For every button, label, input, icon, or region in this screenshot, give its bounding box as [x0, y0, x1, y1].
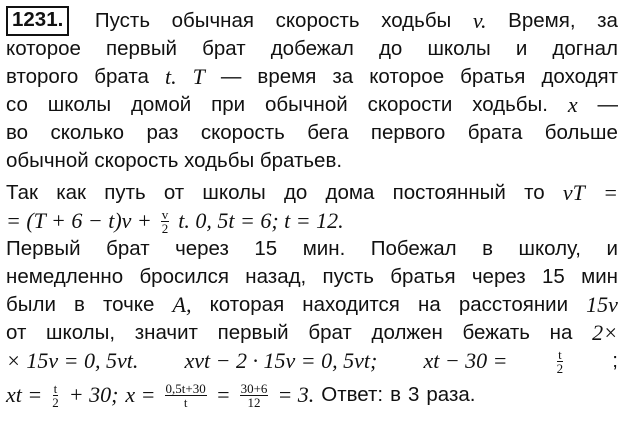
text-token: скорости	[367, 93, 453, 116]
text-line	[6, 290, 618, 320]
text-token: Пусть	[94, 9, 150, 32]
text-token: брат	[106, 237, 150, 260]
text-token: обычной скорость ходьбы братьев.	[6, 149, 343, 172]
text-line	[6, 6, 618, 36]
text-token: через	[471, 265, 526, 288]
text-token: xvt − 2 · 15v = 0, 5vt;	[184, 348, 378, 373]
text-token: v.	[472, 8, 487, 33]
text-token: =	[603, 180, 618, 205]
text-token: дома	[325, 181, 375, 204]
text-token: брат	[202, 37, 246, 60]
text-token: до	[378, 37, 403, 60]
text-token: и	[606, 237, 618, 260]
text-token: за	[597, 9, 618, 32]
text-line	[6, 34, 618, 64]
text-token: —	[597, 93, 618, 116]
text-token: точке	[103, 293, 155, 316]
text-token: брата	[94, 65, 149, 88]
text-token: в	[390, 383, 401, 406]
text-token: второго	[6, 65, 79, 88]
text-token: в	[74, 293, 85, 316]
text-token: как	[56, 181, 86, 204]
text-token: ходьбы	[381, 9, 452, 32]
text-token: обычной	[264, 93, 348, 116]
text-token: сколько	[50, 121, 125, 144]
text-token: добежал	[270, 37, 354, 60]
text-token: должен	[371, 321, 443, 344]
fraction: $\frac{t}{2}$	[52, 380, 59, 410]
text-token: 2×	[592, 320, 618, 345]
text-token: A,	[172, 292, 192, 317]
text-token: Так	[6, 181, 38, 204]
text-token: от	[6, 321, 27, 344]
text-token: Ответ:	[321, 383, 384, 406]
text-line	[6, 62, 618, 92]
text-token: во	[6, 121, 29, 144]
text-token: скорость	[275, 9, 360, 32]
text-token: доходят	[541, 65, 618, 88]
text-token: T	[192, 64, 205, 89]
text-token: бросился	[139, 265, 229, 288]
text-token: мин.	[302, 237, 346, 260]
text-token: пусть	[322, 265, 374, 288]
text-token: xt − 30 =	[423, 348, 508, 373]
text-token: братья	[460, 65, 526, 88]
text-token: путь	[104, 181, 146, 204]
text-token: и	[515, 37, 528, 60]
text-token: первого	[370, 121, 446, 144]
text-token: больше	[544, 121, 618, 144]
text-token: 15	[542, 265, 565, 288]
text-token: от	[163, 181, 185, 204]
text-token: Побежал	[370, 237, 457, 260]
text-line	[6, 206, 618, 236]
text-token: школы	[202, 181, 266, 204]
text-token: 3	[408, 383, 420, 406]
text-token: 15	[254, 237, 278, 260]
text-token: которое	[6, 37, 81, 60]
text-token: через	[175, 237, 229, 260]
text-token: бега	[307, 121, 349, 144]
text-token: раз	[146, 121, 179, 144]
text-token: которое	[369, 65, 445, 88]
text-token: находится	[302, 293, 400, 316]
text-token: были	[6, 293, 56, 316]
text-token: брат	[308, 321, 352, 344]
text-token: = (T + 6 − t)v +	[6, 208, 152, 233]
text-token: Первый	[6, 237, 81, 260]
text-token: Время,	[508, 9, 576, 32]
text-line	[6, 262, 618, 292]
text-token: на	[418, 293, 441, 316]
text-line	[6, 346, 618, 376]
text-line	[6, 380, 618, 410]
text-token: —	[220, 65, 242, 88]
text-token: при	[211, 93, 246, 116]
text-token: школы	[47, 93, 112, 116]
text-token: которая	[209, 293, 285, 316]
text-token: со	[6, 93, 28, 116]
text-token: братья	[390, 265, 456, 288]
text-token: назад,	[245, 265, 307, 288]
text-token: + 30;	[68, 382, 119, 407]
fraction: $\frac{0,5t+30}{t}$	[165, 380, 206, 410]
text-token: =	[215, 382, 231, 407]
text-token: до	[283, 181, 308, 204]
text-token: t. 0, 5t = 6; t = 12.	[178, 208, 344, 233]
text-line	[6, 118, 618, 148]
text-token: домой	[130, 93, 192, 116]
text-line	[6, 146, 618, 176]
text-token: vT	[562, 180, 585, 205]
text-line	[6, 90, 618, 120]
text-token: бежать	[462, 321, 530, 344]
text-token: ходьбы.	[472, 93, 548, 116]
text-token: расстоянии	[458, 293, 569, 316]
problem-number: 1231.	[6, 6, 69, 36]
text-token: скорость	[200, 121, 285, 144]
text-token: ;	[612, 349, 618, 372]
text-token: в	[482, 237, 494, 260]
text-token: то	[524, 181, 545, 204]
text-token: первый	[217, 321, 289, 344]
text-token: догнал	[552, 37, 618, 60]
text-token: xt =	[6, 382, 43, 407]
fraction: $\frac{30+6}{12}$	[240, 380, 268, 410]
text-token: × 15v = 0, 5vt.	[6, 348, 139, 373]
text-token: t.	[164, 64, 177, 89]
text-token: первый	[106, 37, 178, 60]
text-token: мин	[581, 265, 618, 288]
text-token: школы	[427, 37, 491, 60]
text-token: брата	[467, 121, 523, 144]
text-token: обычная	[171, 9, 254, 32]
text-token: значит	[134, 321, 198, 344]
fraction: $\frac{t}{2}$	[556, 346, 564, 376]
text-token: 15v	[586, 292, 618, 317]
text-token: школу,	[518, 237, 581, 260]
text-line	[6, 178, 618, 208]
text-token: x	[567, 92, 578, 117]
text-token: x =	[125, 382, 156, 407]
text-token: время	[257, 65, 317, 88]
text-token: на	[549, 321, 573, 344]
text-token: школы,	[46, 321, 116, 344]
text-token: за	[332, 65, 354, 88]
text-token: = 3.	[277, 382, 315, 407]
text-token: постоянный	[392, 181, 506, 204]
text-line	[6, 234, 618, 264]
text-line	[6, 318, 618, 348]
fraction: $\frac{v}{2}$	[161, 206, 169, 236]
text-token: немедленно	[6, 265, 124, 288]
text-token: раза.	[426, 383, 476, 406]
